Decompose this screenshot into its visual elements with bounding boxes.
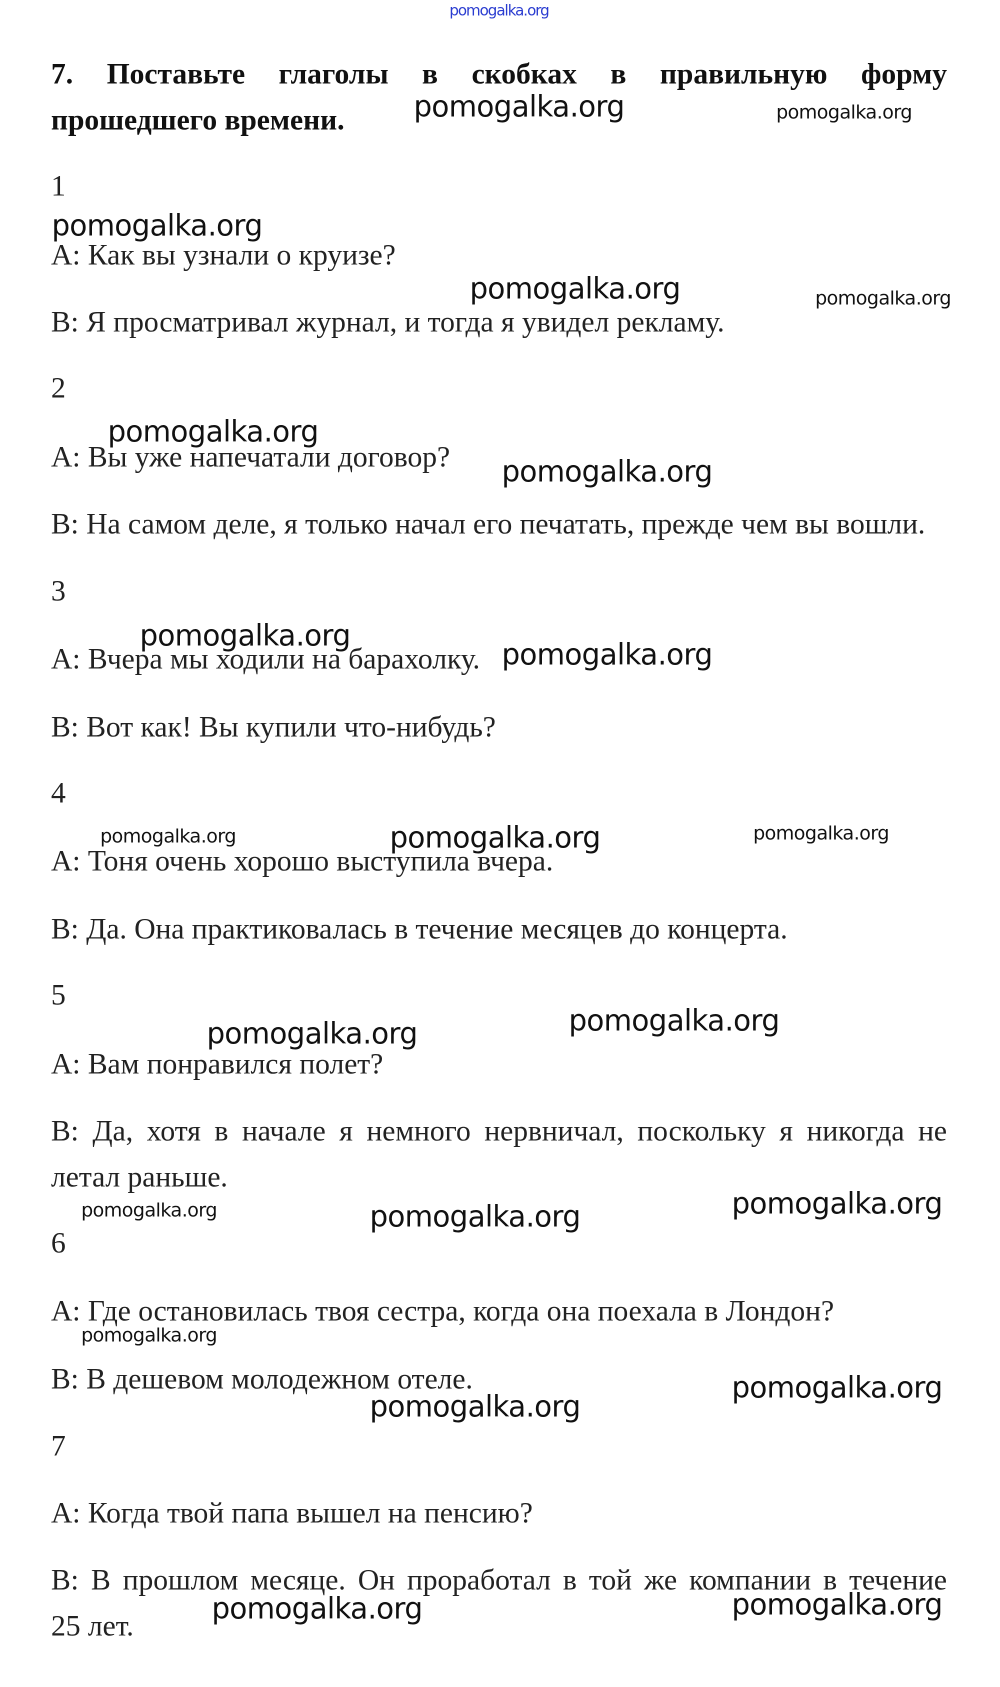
exercise-title-cont: прошедшего времени. xyxy=(51,104,345,137)
watermark: pomogalka.org xyxy=(731,1370,943,1405)
dialogue-line-a: A: Как вы узнали о круизе? xyxy=(51,239,396,272)
dialogue-line-b-cont: летал раньше. xyxy=(51,1161,228,1194)
watermark: pomogalka.org xyxy=(211,1591,423,1626)
watermark: pomogalka.org xyxy=(413,89,625,124)
watermark: pomogalka.org xyxy=(815,287,951,310)
dialogue-line-a: A: Когда твой папа вышел на пенсию? xyxy=(51,1497,533,1530)
watermark: pomogalka.org xyxy=(369,1389,581,1424)
dialogue-line-b: B: Да. Она практиковалась в течение месяцев до концерта. xyxy=(51,913,788,946)
watermark: pomogalka.org xyxy=(107,414,319,449)
item-number: 4 xyxy=(51,777,66,810)
dialogue-line-a: A: Тоня очень хорошо выступила вчера. xyxy=(51,845,554,878)
watermark: pomogalka.org xyxy=(206,1016,418,1051)
watermark: pomogalka.org xyxy=(369,1199,581,1234)
dialogue-line-b: B: В дешевом молодежном отеле. xyxy=(51,1363,473,1396)
item-number: 7 xyxy=(51,1430,66,1463)
watermark: pomogalka.org xyxy=(731,1186,943,1221)
watermark: pomogalka.org xyxy=(51,208,263,243)
watermark: pomogalka.org xyxy=(449,1,549,20)
watermark: pomogalka.org xyxy=(568,1003,780,1038)
exercise-title: 7. Поставьте глаголы в скобках в правильную форму xyxy=(51,58,947,91)
dialogue-line-b: B: Я просматривал журнал, и тогда я увидел рекламу. xyxy=(51,306,725,339)
watermark: pomogalka.org xyxy=(469,271,681,306)
watermark: pomogalka.org xyxy=(731,1587,943,1622)
item-number: 3 xyxy=(51,575,66,608)
watermark: pomogalka.org xyxy=(501,454,713,489)
watermark: pomogalka.org xyxy=(81,1324,217,1347)
dialogue-line-a: A: Вы уже напечатали договор? xyxy=(51,441,451,474)
item-number: 1 xyxy=(51,170,66,203)
dialogue-line-b-cont: 25 лет. xyxy=(51,1610,134,1643)
dialogue-line-b: B: На самом деле, я только начал его печатать, прежде чем вы вошли. xyxy=(51,508,926,541)
watermark: pomogalka.org xyxy=(139,618,351,653)
dialogue-line-a: A: Где остановилась твоя сестра, когда она поехала в Лондон? xyxy=(51,1295,835,1328)
dialogue-line-b: B: Да, хотя в начале я немного нервничал, поскольку я никогда не xyxy=(51,1115,947,1148)
watermark: pomogalka.org xyxy=(389,820,601,855)
watermark: pomogalka.org xyxy=(81,1199,217,1222)
watermark: pomogalka.org xyxy=(100,825,236,848)
dialogue-line-b: B: В прошлом месяце. Он проработал в той же компании в течение xyxy=(51,1564,947,1597)
item-number: 2 xyxy=(51,372,66,405)
watermark: pomogalka.org xyxy=(753,822,889,845)
dialogue-line-a: A: Вчера мы ходили на барахолку. xyxy=(51,643,481,676)
dialogue-line-a: A: Вам понравился полет? xyxy=(51,1048,384,1081)
watermark: pomogalka.org xyxy=(776,101,912,124)
item-number: 6 xyxy=(51,1227,66,1260)
watermark: pomogalka.org xyxy=(501,637,713,672)
item-number: 5 xyxy=(51,979,66,1012)
dialogue-line-b: B: Вот как! Вы купили что-нибудь? xyxy=(51,711,496,744)
